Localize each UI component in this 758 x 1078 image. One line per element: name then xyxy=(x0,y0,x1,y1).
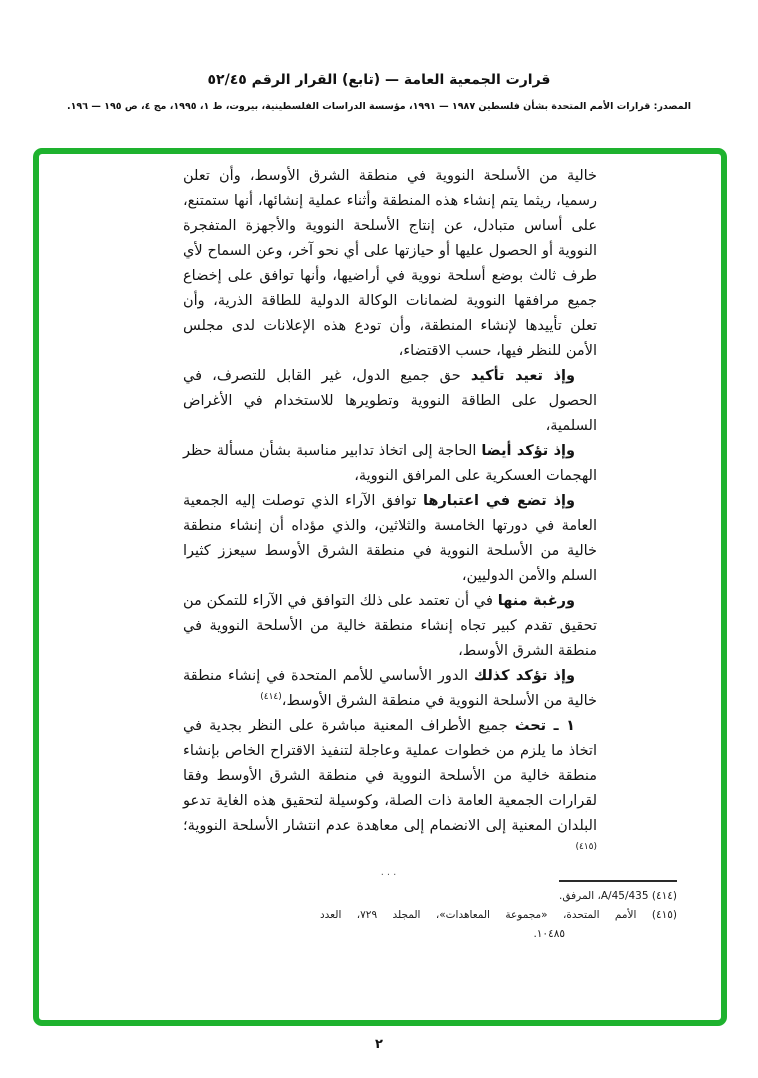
source-citation-line: المصدر: قرارات الأمم المتحدة بشأن فلسطين ١٩٨٧ — ١٩٩١، مؤسسة الدراسات الفلسطينية، بيروت، ط ١، ١٩٩٥، مج ٤، ص ١٩٥ — ١٩٦. xyxy=(67,101,691,112)
preamble-paragraph xyxy=(183,489,597,589)
page-number: ٢ xyxy=(375,1037,383,1052)
footnote-415-line1: (٤١٥) الأمم المتحدة، «مجموعة المعاهدات»، المجلد ٧٢٩، العدد xyxy=(320,909,677,921)
paragraph-number: ١ ـ xyxy=(546,718,575,734)
paragraph-text: الحاجة إلى اتخاذ تدابير مناسبة بشأن مسألة حظر الهجمات العسكرية على المرافق النووية، xyxy=(183,443,597,484)
paragraph-lead: تحث xyxy=(514,718,547,734)
preamble-paragraph xyxy=(183,364,597,439)
resolution-body xyxy=(183,164,597,881)
paragraph-text: في أن تعتمد على ذلك التوافق في الآراء للتمكن من تحقيق تقدم كبير تجاه إنشاء منطقة خالية من الأسلحة النووية في منطقة الشرق الأوسط، xyxy=(183,593,597,659)
omitted-text-ellipsis: ... xyxy=(380,867,400,878)
paragraph-text: حق جميع الدول، غير القابل للتصرف، في الحصول على الطاقة النووية وتطويرها للاستخدام في الأغراض السلمية، xyxy=(183,368,597,434)
footnote-414: (٤١٤) A/45/435، المرفق. xyxy=(559,890,677,902)
page-title: قرارت الجمعية العامة — (تابع) القرار الرقم ٥٢/٤٥ xyxy=(207,72,551,88)
paragraph-lead: وإذ تؤكد كذلك xyxy=(473,668,575,684)
paragraph-text: الدور الأساسي للأمم المتحدة في إنشاء منطقة خالية من الأسلحة النووية في منطقة الشرق الأوسط، xyxy=(183,668,597,709)
paragraph-text: توافق الآراء الذي توصلت إليه الجمعية العامة في دورتها الخامسة والثلاثين، والذي مؤداه أن إنشاء منطقة خالية من الأسلحة النووية في منطقة الشرق الأوسط سيعزز كثيرا السلم والأمن الدوليين، xyxy=(183,493,597,584)
paragraph-lead: وإذ تضع في اعتبارها xyxy=(422,493,575,509)
preamble-paragraph xyxy=(183,664,597,714)
paragraph-lead: ورغبة منها xyxy=(497,593,575,609)
footnotes-section xyxy=(320,880,677,944)
paragraph-lead: وإذ تعيد تأكيد xyxy=(470,368,576,384)
preamble-paragraph xyxy=(183,439,597,489)
paragraph-lead: وإذ تؤكد أيضا xyxy=(481,443,576,459)
paragraph-continuation xyxy=(183,164,597,364)
preamble-paragraph xyxy=(183,589,597,664)
footnote-415-line2: ١٠٤٨٥. xyxy=(533,928,565,940)
operative-paragraph-1 xyxy=(183,714,597,864)
footnote-divider-rule xyxy=(559,880,677,882)
footnote-reference-415: (٤١٥) xyxy=(575,842,597,853)
paragraph-text: جميع الأطراف المعنية مباشرة على النظر بجدية في اتخاذ ما يلزم من خطوات عملية وعاجلة لتنفيذ الاقتراح الخاص بإنشاء منطقة خالية من الأسلحة النووية في منطقة الشرق الأوسط وفقا لقرارات الجمعية العامة ذات الصلة، وكوسيلة لتحقيق هذه الغاية تدعو البلدان المعنية إلى الانضمام إلى معاهدة عدم انتشار الأسلحة النووية؛ xyxy=(183,718,597,834)
paragraph-text: خالية من الأسلحة النووية في منطقة الشرق الأوسط، وأن تعلن رسميا، ريثما يتم إنشاء هذه المنطقة وأثناء عملية إنشائها، أنها ستمتنع، على أساس متبادل، عن إنتاج الأسلحة النووية والأجهزة المتفجرة النووية أو الحصول عليها أو حيازتها على أي نحو آخر، وعن السماح لأي طرف ثالث بوضع أسلحة نووية في أراضيها، وأنها توافق على إخضاع جميع مرافقها النووية لضمانات الوكالة الدولية للطاقة الذرية، وأن تعلن تأييدها لإنشاء المنطقة، وأن تودع هذه الإعلانات لدى مجلس الأمن للنظر فيها، حسب الاقتضاء، xyxy=(183,168,597,359)
footnote-reference-414: (٤١٤) xyxy=(260,692,282,703)
